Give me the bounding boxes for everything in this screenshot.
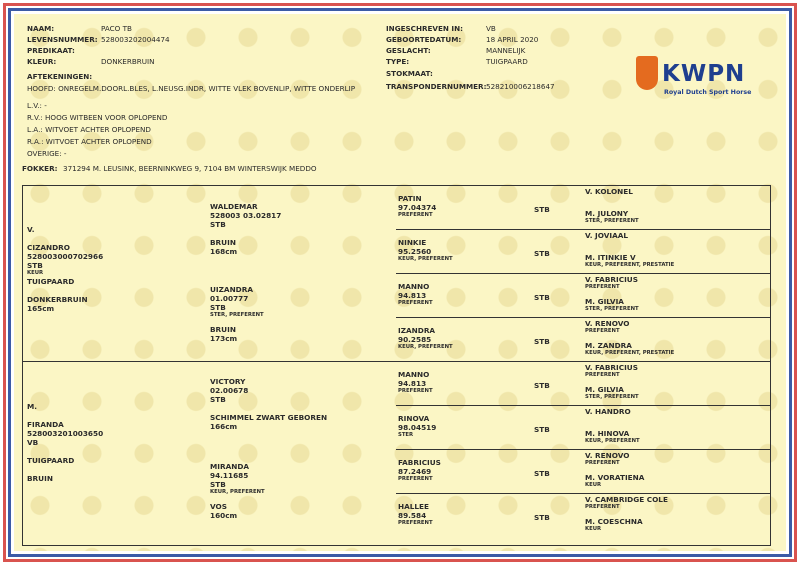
gen3-predicate: PREFERENT xyxy=(398,476,433,482)
gen3-number: 94.813 xyxy=(398,291,427,300)
type-label: TYPE: xyxy=(386,57,410,66)
gen4-item-12: V. RENOVO PREFERENT xyxy=(585,451,630,466)
gen3-stb-4: STB xyxy=(534,381,550,390)
gen4-item-2: V. JOVIAAL xyxy=(585,231,629,240)
gen2-number: 528003 03.02817 xyxy=(210,211,282,220)
gen3-block-4 xyxy=(398,370,433,395)
gen4-item-13: M. VORATIENA KEUR xyxy=(585,473,645,488)
gen2-height: 168cm xyxy=(210,247,238,256)
gen3-name: MANNO xyxy=(398,282,430,291)
gen3-predicate: STER xyxy=(398,432,414,438)
gen3-predicate: PREFERENT xyxy=(398,388,433,394)
gen2-number: 94.11685 xyxy=(210,471,249,480)
sire-height: 165cm xyxy=(27,304,55,313)
dam-block xyxy=(27,402,103,483)
sire-predicate: KEUR xyxy=(27,270,44,276)
stokmaat-label: STOKMAAT: xyxy=(386,69,433,78)
gen2-number: 01.00777 xyxy=(210,294,249,303)
gen4-item-1: M. JULONY STER, PREFERENT xyxy=(585,209,639,224)
marking-la: L.A.: WITVOET ACHTER OPLOPEND xyxy=(27,125,151,134)
naam-value: PACO TB xyxy=(101,24,132,33)
gen3-block-7 xyxy=(398,502,433,527)
gen3-block-3 xyxy=(398,326,453,351)
pedigree-table xyxy=(22,185,771,546)
gen2-block-1 xyxy=(210,285,264,343)
transponder-label: TRANSPONDERNUMMER: xyxy=(386,82,487,91)
predikaat-label: PREDIKAAT: xyxy=(27,46,75,55)
aftekeningen-label: AFTEKENINGEN: xyxy=(27,72,93,81)
gen3-number: 95.2560 xyxy=(398,247,432,256)
gen4-item-4: V. FABRICIUS PREFERENT xyxy=(585,275,638,290)
gen4-item-9: M. GILVIA STER, PREFERENT xyxy=(585,385,639,400)
sire-type: TUIGPAARD xyxy=(27,277,75,286)
lion-shield-icon xyxy=(636,56,658,90)
gen3-number: 90.2585 xyxy=(398,335,432,344)
gen2-predicate: STER, PREFERENT xyxy=(210,312,264,318)
sire-number: 528003000702966 xyxy=(27,252,104,261)
gen2-height: 160cm xyxy=(210,511,238,520)
marking-hoofd: HOOFD: ONREGELM.DOORL.BLES, L.NEUSG.INDR, WITTE VLEK BOVENLIP, WITTE ONDERLIP xyxy=(27,84,356,93)
gen2-color: BRUIN xyxy=(210,238,236,247)
gen3-name: MANNO xyxy=(398,370,430,379)
gen3-predicate: KEUR, PREFERENT xyxy=(398,256,453,262)
gen4-item-6: V. RENOVO PREFERENT xyxy=(585,319,630,334)
marking-lv: L.V.: - xyxy=(27,101,47,110)
geboortedatum-label: GEBOORTEDATUM: xyxy=(386,35,462,44)
logo-subtitle: Royal Dutch Sport Horse xyxy=(664,89,752,96)
gen4-item-14: V. CAMBRIDGE COLE PREFERENT xyxy=(585,495,668,510)
geboortedatum-value: 18 APRIL 2020 xyxy=(486,35,539,44)
gen4-item-8: V. FABRICIUS PREFERENT xyxy=(585,363,638,378)
gen2-block-3 xyxy=(210,462,265,520)
gen3-stb-6: STB xyxy=(534,469,550,478)
gen2-name: UIZANDRA xyxy=(210,285,254,294)
gen3-name: FABRICIUS xyxy=(398,458,441,467)
gen3-name: PATIN xyxy=(398,194,422,203)
gen2-stb: STB xyxy=(210,303,226,312)
gen2-predicate: KEUR, PREFERENT xyxy=(210,489,265,495)
gen3-number: 97.04374 xyxy=(398,203,437,212)
gen2-height: 173cm xyxy=(210,334,238,343)
gen3-stb-3: STB xyxy=(534,337,550,346)
dam-color: BRUIN xyxy=(27,474,53,483)
gen2-color: BRUIN xyxy=(210,325,236,334)
sire-tag: V. xyxy=(27,225,35,234)
sire-color: DONKERBRUIN xyxy=(27,295,88,304)
gen3-predicate: PREFERENT xyxy=(398,212,433,218)
gen4-item-7: M. ZANDRA KEUR, PREFERENT, PRESTATIE xyxy=(585,341,675,356)
gen4-item-5: M. GILVIA STER, PREFERENT xyxy=(585,297,639,312)
levensnummer-label: LEVENSNUMMER: xyxy=(27,35,98,44)
gen2-name: WALDEMAR xyxy=(210,202,258,211)
marking-overige: OVERIGE: - xyxy=(27,149,67,158)
gen2-stb: STB xyxy=(210,480,226,489)
gen3-name: NINKIE xyxy=(398,238,427,247)
gen2-color: VOS xyxy=(210,502,227,511)
gen3-stb-1: STB xyxy=(534,249,550,258)
dam-number: 528003201003650 xyxy=(27,429,104,438)
gen2-name: VICTORY xyxy=(210,377,246,386)
gen4-item-0: V. KOLONEL xyxy=(585,187,633,196)
gen4-item-3: M. ITINKIE V KEUR, PREFERENT, PRESTATIE xyxy=(585,253,675,268)
ingeschreven-value: VB xyxy=(486,24,496,33)
sire-block xyxy=(27,225,103,313)
gen2-height: 166cm xyxy=(210,422,238,431)
dam-stb: VB xyxy=(27,438,39,447)
gen3-predicate: PREFERENT xyxy=(398,520,433,526)
kleur-label: KLEUR: xyxy=(27,57,57,66)
logo-text: KWPN xyxy=(662,61,746,87)
gen3-number: 94.813 xyxy=(398,379,427,388)
marking-ra: R.A.: WITVOET ACHTER OPLOPEND xyxy=(27,137,152,146)
levensnummer-value: 528003202004474 xyxy=(101,35,170,44)
dam-name: FIRANDA xyxy=(27,420,64,429)
gen3-stb-0: STB xyxy=(534,205,550,214)
ingeschreven-label: INGESCHREVEN IN: xyxy=(386,24,463,33)
fokker-value: 371294 M. LEUSINK, BEERNINKWEG 9, 7104 BM WINTERSWIJK MEDDO xyxy=(63,164,317,173)
gen2-color: SCHIMMEL ZWART GEBOREN xyxy=(210,413,328,422)
gen3-stb-7: STB xyxy=(534,513,550,522)
gen3-block-5 xyxy=(398,414,436,439)
gen2-block-0 xyxy=(210,202,281,256)
gen2-stb: STB xyxy=(210,220,226,229)
sire-name: CIZANDRO xyxy=(27,243,70,252)
gen3-predicate: KEUR, PREFERENT xyxy=(398,344,453,350)
kleur-value: DONKERBRUIN xyxy=(101,57,155,66)
gen4-item-15: M. COESCHNA KEUR xyxy=(585,517,643,532)
gen3-block-6 xyxy=(398,458,441,483)
gen2-stb: STB xyxy=(210,395,226,404)
gen3-stb-5: STB xyxy=(534,425,550,434)
sire-stb: STB xyxy=(27,261,43,270)
gen3-name: IZANDRA xyxy=(398,326,436,335)
gen3-number: 89.584 xyxy=(398,511,427,520)
gen2-block-2 xyxy=(210,377,327,431)
transponder-value: 528210006218647 xyxy=(486,82,555,91)
gen3-name: HALLEE xyxy=(398,502,430,511)
marking-rv: R.V.: HOOG WITBEEN VOOR OPLOPEND xyxy=(27,113,168,122)
gen2-name: MIRANDA xyxy=(210,462,250,471)
kwpn-logo xyxy=(636,56,766,104)
type-value: TUIGPAARD xyxy=(486,57,528,66)
fokker-label: FOKKER: xyxy=(22,164,58,173)
gen3-stb-2: STB xyxy=(534,293,550,302)
gen2-number: 02.00678 xyxy=(210,386,249,395)
gen4-item-11: M. HINOVA KEUR, PREFERENT xyxy=(585,429,640,444)
gen3-block-2 xyxy=(398,282,433,307)
gen3-block-1 xyxy=(398,238,453,263)
geslacht-label: GESLACHT: xyxy=(386,46,431,55)
gen3-number: 87.2469 xyxy=(398,467,432,476)
dam-type: TUIGPAARD xyxy=(27,456,75,465)
gen3-predicate: PREFERENT xyxy=(398,300,433,306)
naam-label: NAAM: xyxy=(27,24,55,33)
geslacht-value: MANNELIJK xyxy=(486,46,526,55)
gen3-block-0 xyxy=(398,194,436,219)
dam-tag: M. xyxy=(27,402,38,411)
gen3-number: 98.04519 xyxy=(398,423,437,432)
gen4-item-10: V. HANDRO xyxy=(585,407,631,416)
gen3-name: RINOVA xyxy=(398,414,430,423)
